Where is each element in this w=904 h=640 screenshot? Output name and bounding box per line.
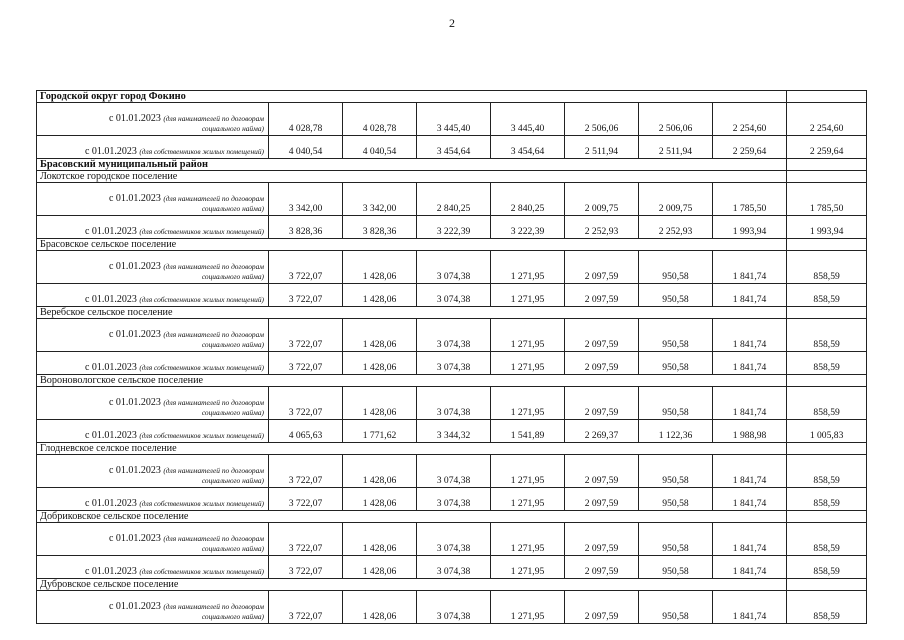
row-label — [37, 455, 269, 488]
row-label — [37, 420, 269, 443]
value-cell: 3 222,39 — [417, 216, 491, 239]
table-row — [37, 591, 867, 624]
value-cell: 2 097,59 — [565, 319, 639, 352]
value-cell: 1 271,95 — [491, 591, 565, 624]
value-cell: 1 428,06 — [343, 352, 417, 375]
value-cell: 858,59 — [787, 284, 867, 307]
value-cell: 3 074,38 — [417, 251, 491, 284]
row-note: (для нанимателей по договорам — [163, 398, 264, 407]
row-date: с 01.01.2023 — [108, 397, 161, 408]
row-note-continuation: социального найма) — [201, 340, 264, 349]
value-cell: 1 428,06 — [343, 455, 417, 488]
row-label — [37, 488, 269, 511]
value-cell: 1 993,94 — [787, 216, 867, 239]
value-cell: 1 428,06 — [343, 523, 417, 556]
row-note: (для собственников жилых помещений) — [139, 295, 264, 304]
header-empty-cell — [787, 443, 867, 455]
value-cell: 950,58 — [639, 284, 713, 307]
value-cell: 950,58 — [639, 523, 713, 556]
value-cell: 858,59 — [787, 523, 867, 556]
row-label — [37, 523, 269, 556]
value-cell: 858,59 — [787, 556, 867, 579]
value-cell: 3 722,07 — [269, 591, 343, 624]
header-empty-cell — [787, 579, 867, 591]
row-label — [37, 136, 269, 159]
row-date: с 01.01.2023 — [84, 498, 137, 509]
value-cell: 950,58 — [639, 591, 713, 624]
value-cell: 2 097,59 — [565, 284, 639, 307]
row-note: (для нанимателей по договорам — [163, 262, 264, 271]
value-cell: 2 097,59 — [565, 488, 639, 511]
row-date: с 01.01.2023 — [84, 430, 137, 441]
value-cell: 1 271,95 — [491, 387, 565, 420]
row-label — [37, 284, 269, 307]
page-number: 2 — [449, 16, 455, 30]
value-cell: 2 252,93 — [565, 216, 639, 239]
row-label — [37, 556, 269, 579]
value-cell: 2 097,59 — [565, 523, 639, 556]
value-cell: 2 009,75 — [565, 183, 639, 216]
value-cell: 1 841,74 — [713, 556, 787, 579]
value-cell: 2 097,59 — [565, 556, 639, 579]
header-empty-cell — [787, 511, 867, 523]
value-cell: 3 074,38 — [417, 455, 491, 488]
row-date: с 01.01.2023 — [108, 329, 161, 340]
value-cell: 950,58 — [639, 352, 713, 375]
value-cell: 1 771,62 — [343, 420, 417, 443]
row-date: с 01.01.2023 — [108, 533, 161, 544]
row-note: (для нанимателей по договорам — [163, 330, 264, 339]
value-cell: 3 074,38 — [417, 591, 491, 624]
value-cell: 1 841,74 — [713, 319, 787, 352]
value-cell: 1 841,74 — [713, 352, 787, 375]
row-date: с 01.01.2023 — [84, 146, 137, 157]
value-cell: 1 428,06 — [343, 251, 417, 284]
value-cell: 950,58 — [639, 251, 713, 284]
row-label — [37, 319, 269, 352]
subsection-title: Веребское сельское поселение — [37, 307, 787, 319]
row-date: с 01.01.2023 — [84, 566, 137, 577]
value-cell: 3 074,38 — [417, 488, 491, 511]
subsection-header-row — [37, 307, 867, 319]
value-cell: 3 722,07 — [269, 352, 343, 375]
value-cell: 4 040,54 — [343, 136, 417, 159]
value-cell: 2 269,37 — [565, 420, 639, 443]
value-cell: 2 097,59 — [565, 455, 639, 488]
value-cell: 3 828,36 — [269, 216, 343, 239]
value-cell: 1 541,89 — [491, 420, 565, 443]
value-cell: 1 785,50 — [787, 183, 867, 216]
row-note: (для нанимателей по договорам — [163, 114, 264, 123]
value-cell: 858,59 — [787, 319, 867, 352]
value-cell: 858,59 — [787, 352, 867, 375]
row-label — [37, 216, 269, 239]
row-note: (для собственников жилых помещений) — [139, 147, 264, 156]
subsection-header-row — [37, 375, 867, 387]
value-cell: 950,58 — [639, 488, 713, 511]
value-cell: 1 271,95 — [491, 251, 565, 284]
header-empty-cell — [787, 307, 867, 319]
value-cell: 1 841,74 — [713, 523, 787, 556]
row-date: с 01.01.2023 — [84, 294, 137, 305]
table-row — [37, 251, 867, 284]
table-row — [37, 103, 867, 136]
value-cell: 4 065,63 — [269, 420, 343, 443]
table-body — [37, 91, 867, 624]
row-note-continuation: социального найма) — [201, 204, 264, 213]
value-cell: 2 506,06 — [639, 103, 713, 136]
value-cell: 1 841,74 — [713, 284, 787, 307]
subsection-header-row — [37, 443, 867, 455]
value-cell: 1 271,95 — [491, 523, 565, 556]
value-cell: 950,58 — [639, 387, 713, 420]
value-cell: 3 722,07 — [269, 251, 343, 284]
value-cell: 2 254,60 — [713, 103, 787, 136]
subsection-title: Брасовское сельское поселение — [37, 239, 787, 251]
row-note-continuation: социального найма) — [201, 408, 264, 417]
value-cell: 1 271,95 — [491, 284, 565, 307]
tariff-table — [36, 90, 867, 624]
value-cell: 2 097,59 — [565, 251, 639, 284]
row-label — [37, 387, 269, 420]
value-cell: 2 252,93 — [639, 216, 713, 239]
value-cell: 1 271,95 — [491, 556, 565, 579]
value-cell: 1 271,95 — [491, 488, 565, 511]
value-cell: 1 271,95 — [491, 455, 565, 488]
value-cell: 1 428,06 — [343, 319, 417, 352]
value-cell: 3 074,38 — [417, 523, 491, 556]
subsection-title: Глодневское селское поселение — [37, 443, 787, 455]
value-cell: 3 722,07 — [269, 284, 343, 307]
value-cell: 1 428,06 — [343, 591, 417, 624]
value-cell: 2 097,59 — [565, 352, 639, 375]
value-cell: 858,59 — [787, 591, 867, 624]
row-note: (для собственников жилых помещений) — [139, 227, 264, 236]
row-note: (для собственников жилых помещений) — [139, 431, 264, 440]
row-date: с 01.01.2023 — [108, 261, 161, 272]
table-row — [37, 183, 867, 216]
value-cell: 3 074,38 — [417, 352, 491, 375]
value-cell: 4 028,78 — [269, 103, 343, 136]
value-cell: 2 506,06 — [565, 103, 639, 136]
row-label — [37, 103, 269, 136]
value-cell: 950,58 — [639, 556, 713, 579]
value-cell: 3 454,64 — [417, 136, 491, 159]
value-cell: 3 074,38 — [417, 387, 491, 420]
value-cell: 4 028,78 — [343, 103, 417, 136]
value-cell: 3 445,40 — [491, 103, 565, 136]
subsection-header-row — [37, 239, 867, 251]
row-date: с 01.01.2023 — [108, 113, 161, 124]
header-empty-cell — [787, 159, 867, 171]
value-cell: 1 428,06 — [343, 284, 417, 307]
value-cell: 2 254,60 — [787, 103, 867, 136]
table-row — [37, 556, 867, 579]
row-note: (для нанимателей по договорам — [163, 602, 264, 611]
header-empty-cell — [787, 171, 867, 183]
section-header-row — [37, 159, 867, 171]
subsection-title: Дубровское сельское поселение — [37, 579, 787, 591]
value-cell: 1 841,74 — [713, 488, 787, 511]
table-row — [37, 136, 867, 159]
value-cell: 2 097,59 — [565, 387, 639, 420]
value-cell: 2 259,64 — [787, 136, 867, 159]
value-cell: 1 428,06 — [343, 488, 417, 511]
row-note: (для нанимателей по договорам — [163, 194, 264, 203]
header-empty-cell — [787, 239, 867, 251]
value-cell: 858,59 — [787, 251, 867, 284]
value-cell: 1 841,74 — [713, 455, 787, 488]
value-cell: 950,58 — [639, 455, 713, 488]
subsection-title: Добриковское сельское поселение — [37, 511, 787, 523]
value-cell: 1 993,94 — [713, 216, 787, 239]
value-cell: 3 074,38 — [417, 319, 491, 352]
row-note-continuation: социального найма) — [201, 476, 264, 485]
table-row — [37, 216, 867, 239]
value-cell: 1 841,74 — [713, 251, 787, 284]
table-row — [37, 352, 867, 375]
subsection-header-row — [37, 511, 867, 523]
value-cell: 2 009,75 — [639, 183, 713, 216]
value-cell: 3 342,00 — [269, 183, 343, 216]
value-cell: 1 271,95 — [491, 319, 565, 352]
table-row — [37, 319, 867, 352]
section-title: Брасовский муниципальный район — [37, 159, 787, 171]
value-cell: 2 259,64 — [713, 136, 787, 159]
value-cell: 1 271,95 — [491, 352, 565, 375]
value-cell: 1 122,36 — [639, 420, 713, 443]
subsection-header-row — [37, 579, 867, 591]
table-row — [37, 488, 867, 511]
header-empty-cell — [787, 375, 867, 387]
value-cell: 3 722,07 — [269, 387, 343, 420]
value-cell: 1 841,74 — [713, 387, 787, 420]
value-cell: 2 511,94 — [639, 136, 713, 159]
value-cell: 3 722,07 — [269, 556, 343, 579]
value-cell: 950,58 — [639, 319, 713, 352]
value-cell: 2 840,25 — [491, 183, 565, 216]
subsection-header-row — [37, 171, 867, 183]
value-cell: 3 722,07 — [269, 455, 343, 488]
value-cell: 1 841,74 — [713, 591, 787, 624]
value-cell: 1 785,50 — [713, 183, 787, 216]
value-cell: 3 342,00 — [343, 183, 417, 216]
row-label — [37, 183, 269, 216]
section-title: Городской округ город Фокино — [37, 91, 787, 103]
value-cell: 3 344,32 — [417, 420, 491, 443]
value-cell: 1 428,06 — [343, 556, 417, 579]
value-cell: 858,59 — [787, 455, 867, 488]
value-cell: 4 040,54 — [269, 136, 343, 159]
row-note-continuation: социального найма) — [201, 612, 264, 621]
row-note-continuation: социального найма) — [201, 124, 264, 133]
value-cell: 3 828,36 — [343, 216, 417, 239]
value-cell: 1 988,98 — [713, 420, 787, 443]
row-note: (для собственников жилых помещений) — [139, 363, 264, 372]
table-row — [37, 523, 867, 556]
row-note: (для нанимателей по договорам — [163, 466, 264, 475]
row-label — [37, 352, 269, 375]
value-cell: 858,59 — [787, 488, 867, 511]
table-row — [37, 455, 867, 488]
value-cell: 1 428,06 — [343, 387, 417, 420]
subsection-title: Вороновологское сельское поселение — [37, 375, 787, 387]
table-row — [37, 420, 867, 443]
value-cell: 3 454,64 — [491, 136, 565, 159]
value-cell: 3 722,07 — [269, 488, 343, 511]
table-row — [37, 387, 867, 420]
row-note-continuation: социального найма) — [201, 544, 264, 553]
value-cell: 2 840,25 — [417, 183, 491, 216]
value-cell: 1 005,83 — [787, 420, 867, 443]
subsection-title: Локотское городское поселение — [37, 171, 787, 183]
row-label — [37, 251, 269, 284]
row-date: с 01.01.2023 — [108, 601, 161, 612]
row-date: с 01.01.2023 — [108, 465, 161, 476]
row-note: (для нанимателей по договорам — [163, 534, 264, 543]
value-cell: 3 722,07 — [269, 319, 343, 352]
table-row — [37, 284, 867, 307]
value-cell: 3 445,40 — [417, 103, 491, 136]
value-cell: 2 097,59 — [565, 591, 639, 624]
section-header-row — [37, 91, 867, 103]
header-empty-cell — [787, 91, 867, 103]
row-note: (для собственников жилых помещений) — [139, 567, 264, 576]
row-date: с 01.01.2023 — [84, 226, 137, 237]
value-cell: 858,59 — [787, 387, 867, 420]
row-note: (для собственников жилых помещений) — [139, 499, 264, 508]
row-note-continuation: социального найма) — [201, 272, 264, 281]
row-date: с 01.01.2023 — [108, 193, 161, 204]
value-cell: 3 074,38 — [417, 556, 491, 579]
row-date: с 01.01.2023 — [84, 362, 137, 373]
value-cell: 3 074,38 — [417, 284, 491, 307]
value-cell: 2 511,94 — [565, 136, 639, 159]
value-cell: 3 222,39 — [491, 216, 565, 239]
row-label — [37, 591, 269, 624]
value-cell: 3 722,07 — [269, 523, 343, 556]
